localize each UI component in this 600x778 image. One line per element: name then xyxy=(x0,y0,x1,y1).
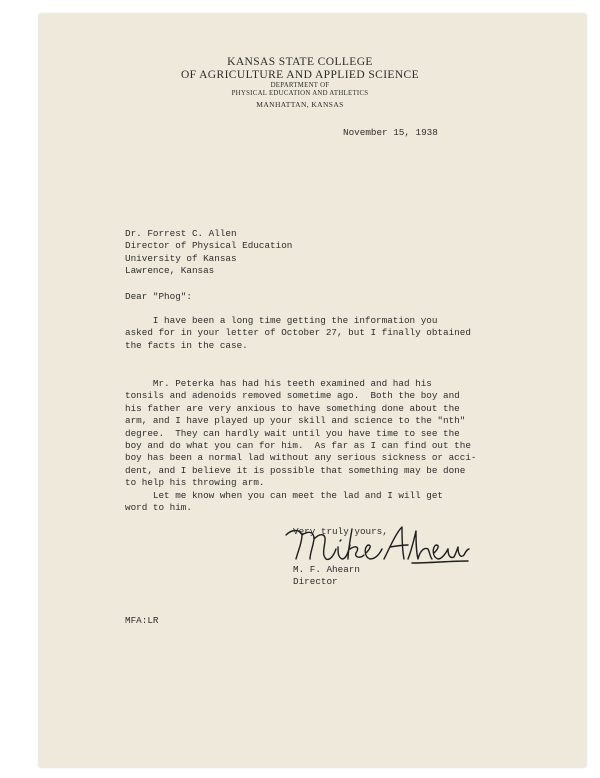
recipient-address xyxy=(125,228,292,278)
signer-title: Director xyxy=(293,576,338,588)
paragraph-line: dent, and I believe it is possible that something may be done xyxy=(125,464,466,476)
letterhead-department-label: DEPARTMENT OF xyxy=(270,82,330,89)
paragraph-line: degree. They can hardly wait until you have time to see the xyxy=(125,427,460,439)
letterhead-college-subtitle: OF AGRICULTURE AND APPLIED SCIENCE xyxy=(180,69,420,81)
signer-block xyxy=(293,564,360,589)
recipient-organization: University of Kansas xyxy=(125,252,237,264)
salutation: Dear "Phog": xyxy=(125,291,192,302)
paragraph-line: Let me know when you can meet the lad and I will get xyxy=(125,490,444,501)
paragraph-line: to help his throwing arm. xyxy=(125,477,265,489)
letter-date: November 15, 1938 xyxy=(343,127,438,138)
recipient-title: Director of Physical Education xyxy=(125,240,293,252)
paragraph-line: word to him. xyxy=(125,502,192,514)
paragraph-3 xyxy=(125,490,443,515)
letterhead-college: KANSAS STATE COLLEGE xyxy=(227,56,373,68)
reference-initials: MFA:LR xyxy=(125,615,159,626)
paragraph-line: the facts in the case. xyxy=(125,339,248,351)
paragraph-line: boy and do what you can for him. As far as I can find out the xyxy=(125,440,471,452)
paragraph-line: asked for in your letter of October 27, but I finally obtained xyxy=(125,327,471,339)
paragraph-1 xyxy=(125,315,471,352)
paragraph-2 xyxy=(125,378,476,490)
recipient-city: Lawrence, Kansas xyxy=(125,265,215,277)
signer-name: M. F. Ahearn xyxy=(293,564,360,575)
recipient-name: Dr. Forrest C. Allen xyxy=(125,228,237,239)
letterhead-city: MANHATTAN, KANSAS xyxy=(256,100,344,109)
paragraph-line: his father are very anxious to have something done about the xyxy=(125,402,460,414)
closing: Very truly yours, xyxy=(293,526,388,537)
paragraph-line: arm, and I have played up your skill and science to the "nth" xyxy=(125,415,466,427)
letterhead-department-name: PHYSICAL EDUCATION AND ATHLETICS xyxy=(231,90,369,97)
paragraph-line: Mr. Peterka has had his teeth examined and had his xyxy=(125,378,432,389)
letterhead xyxy=(0,56,600,110)
paragraph-line: tonsils and adenoids removed sometime ago. Both the boy and xyxy=(125,390,460,402)
paragraph-line: boy has been a normal lad without any serious sickness or acci- xyxy=(125,452,477,464)
paragraph-line: I have been a long time getting the information you xyxy=(125,315,438,326)
